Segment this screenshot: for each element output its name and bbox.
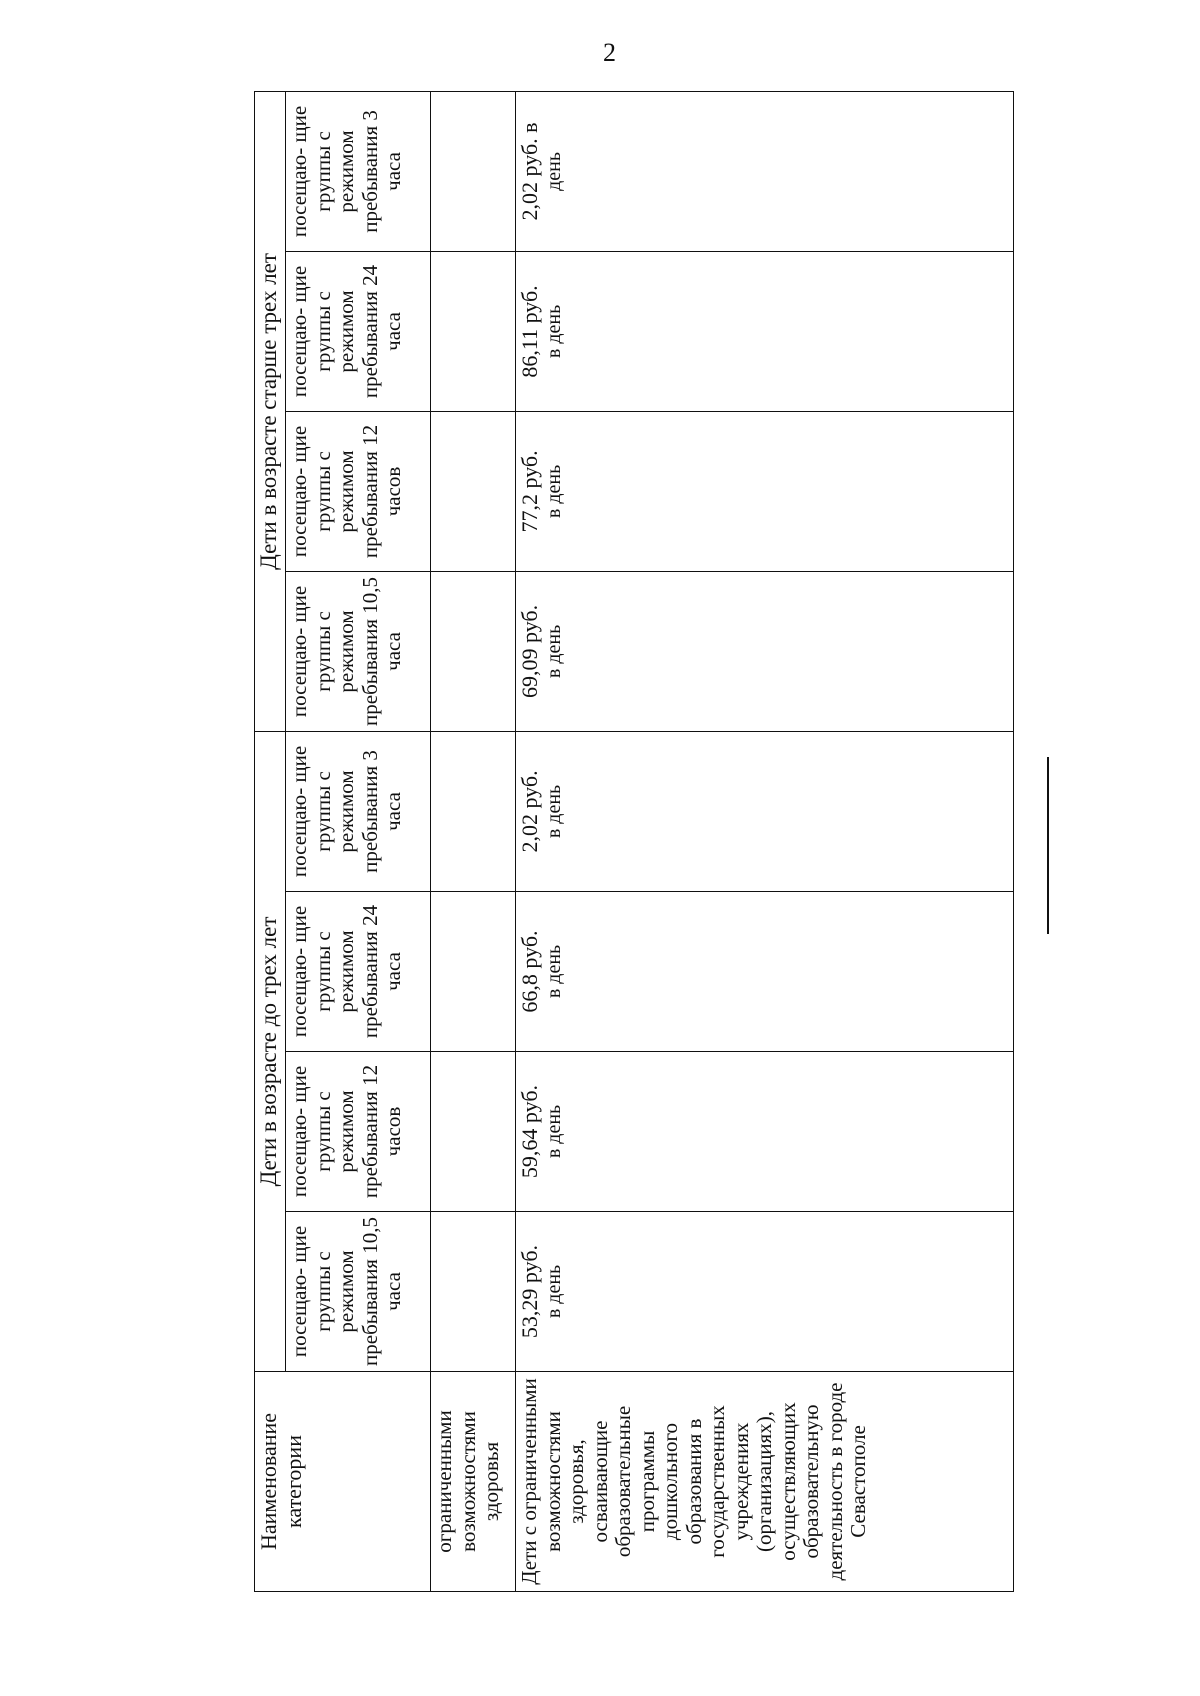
table-row [516, 91, 1014, 1591]
fee-unit: в день [542, 304, 565, 359]
fee-unit: в день [542, 624, 565, 679]
fee-unit: день [542, 152, 565, 191]
empty-cell [431, 892, 516, 1052]
fee-amount: 59,64 руб. [517, 1084, 542, 1179]
mode-header: посещаю- щие группы с режимом пребывания 12 часов [286, 411, 431, 571]
fee-amount: 69,09 руб. [517, 604, 542, 699]
fee-unit: в день [542, 1264, 565, 1319]
table-wrapper [254, 92, 1014, 1592]
fee-cell [516, 731, 1014, 891]
mode-header: посещаю- щие группы с режимом пребывания 24 часа [286, 251, 431, 411]
mode-header: посещаю- щие группы с режимом пребывания 3 часа [286, 91, 431, 251]
empty-cell [431, 91, 516, 251]
category-column-header: Наименование категории [255, 1372, 431, 1592]
fee-unit: в день [542, 784, 565, 839]
empty-cell [431, 411, 516, 571]
rotated-table-container [254, 92, 1014, 1592]
age-group-header-under-3: Дети в возрасте до трех лет [255, 731, 286, 1371]
fee-amount: 53,29 руб. [517, 1244, 542, 1339]
category-cell: Дети с ограниченными возможностями здоровья, осваивающие образовательные программы дошкольного образования в государственных учреждениях (организациях), осуществляющих образовательную деятельность в городе Севастополе [516, 1372, 1014, 1592]
empty-cell [431, 571, 516, 731]
fee-amount: 2,02 руб. [517, 770, 542, 853]
fee-amount: 77,2 руб. [517, 450, 542, 533]
header-row-age [255, 91, 286, 1591]
fee-unit: в день [542, 464, 565, 519]
fee-unit: в день [542, 944, 565, 999]
fee-cell [516, 251, 1014, 411]
fee-amount: 86,11 руб. [517, 285, 542, 378]
age-group-header-over-3: Дети в возрасте старше трех лет [255, 91, 286, 731]
fee-cell [516, 892, 1014, 1052]
empty-cell [431, 251, 516, 411]
empty-cell [431, 1052, 516, 1212]
fee-table [254, 91, 1014, 1592]
end-of-document-line [1047, 757, 1049, 934]
mode-header: посещаю- щие группы с режимом пребывания 10,5 часа [286, 1212, 431, 1372]
fee-cell [516, 1212, 1014, 1372]
fee-cell [516, 571, 1014, 731]
mode-header: посещаю- щие группы с режимом пребывания 24 часа [286, 892, 431, 1052]
fee-unit: в день [542, 1104, 565, 1159]
fee-amount: 2,02 руб. в [517, 122, 542, 221]
mode-header: посещаю- щие группы с режимом пребывания 12 часов [286, 1052, 431, 1212]
empty-cell [431, 731, 516, 891]
empty-cell [431, 1212, 516, 1372]
fee-amount: 66,8 руб. [517, 930, 542, 1013]
mode-header: посещаю- щие группы с режимом пребывания 10,5 часа [286, 571, 431, 731]
mode-header: посещаю- щие группы с режимом пребывания 3 часа [286, 731, 431, 891]
fee-cell [516, 91, 1014, 251]
fee-cell [516, 411, 1014, 571]
continuation-row [431, 91, 516, 1591]
continuation-category-cell: ограниченными возможностями здоровья [431, 1372, 516, 1592]
header-row-modes [286, 91, 431, 1591]
page-number: 2 [603, 38, 616, 67]
fee-cell [516, 1052, 1014, 1212]
